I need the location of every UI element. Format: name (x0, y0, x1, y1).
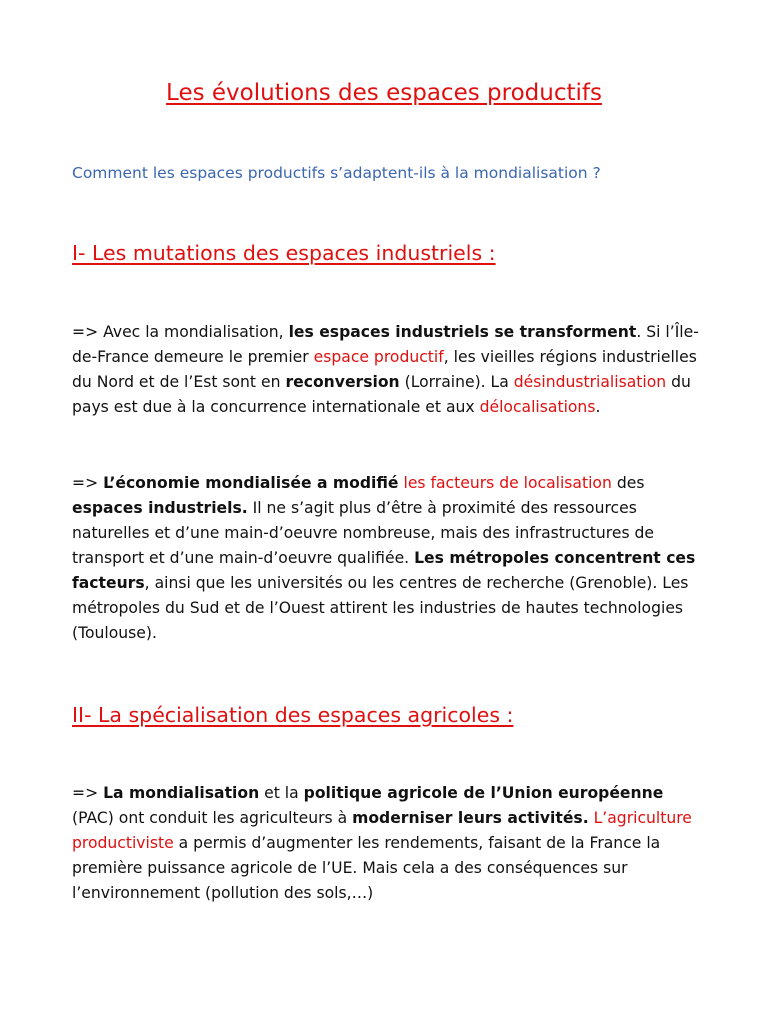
text-run: des (611, 474, 645, 492)
text-run: a permis d’augmenter les rendements, faisant de la France la première puissance agricole de l’UE. Mais cela a des conséquences sur l’environnement (pollution des sols,…) (72, 834, 661, 902)
text-run: . (595, 398, 601, 416)
emphasized-term: L’économie mondialisée a modifié (103, 474, 399, 492)
key-term: désindustrialisation (513, 373, 667, 391)
text-run: du pays est due à la concurrence internationale et aux (72, 373, 691, 416)
section-2-paragraph-1 (72, 781, 708, 906)
guiding-question: Comment les espaces productifs s’adaptent-ils à la mondialisation ? (72, 164, 601, 182)
text-run: et la (259, 784, 304, 802)
text-run: (PAC) ont conduit les agriculteurs à (72, 809, 353, 827)
key-term: les facteurs de localisation (403, 474, 612, 492)
emphasized-term: Les métropoles concentrent ces facteurs (72, 549, 696, 592)
emphasized-term: espaces industriels. (72, 499, 248, 517)
text-run: (Lorraine). La (399, 373, 514, 391)
text-run: => (72, 784, 104, 802)
page-title: Les évolutions des espaces productifs (166, 80, 602, 106)
section-1-paragraph-2 (72, 471, 708, 646)
emphasized-term: les espaces industriels se transforment (288, 323, 637, 341)
section-1-paragraph-1 (72, 320, 708, 420)
emphasized-term: moderniser leurs activités. (352, 809, 589, 827)
text-run: => (72, 474, 104, 492)
text-run: , ainsi que les universités ou les centres de recherche (Grenoble). Les métropoles du Sud et de l’Ouest attirent les industries de hautes technologies (Toulouse). (72, 574, 689, 642)
key-term: espace productif (313, 348, 444, 366)
emphasized-term: politique agricole de l’Union européenne (303, 784, 664, 802)
section-heading-1: I- Les mutations des espaces industriels : (72, 241, 496, 265)
emphasized-term: reconversion (285, 373, 400, 391)
section-heading-2: II- La spécialisation des espaces agricoles : (72, 703, 514, 727)
text-run: => Avec la mondialisation, (72, 323, 289, 341)
key-term: L’agriculture productiviste (72, 809, 692, 852)
emphasized-term: La mondialisation (103, 784, 260, 802)
text-run: . Si l’Île-de-France demeure le premier (72, 323, 699, 366)
text-run: Il ne s’agit plus d’être à proximité des ressources naturelles et d’une main-d’oeuvre nombreuse, mais des infrastructures de transport et d’une main-d’oeuvre qualifiée. (72, 499, 655, 567)
key-term: délocalisations (479, 398, 596, 416)
text-run: , les vieilles régions industrielles du Nord et de l’Est sont en (72, 348, 697, 391)
